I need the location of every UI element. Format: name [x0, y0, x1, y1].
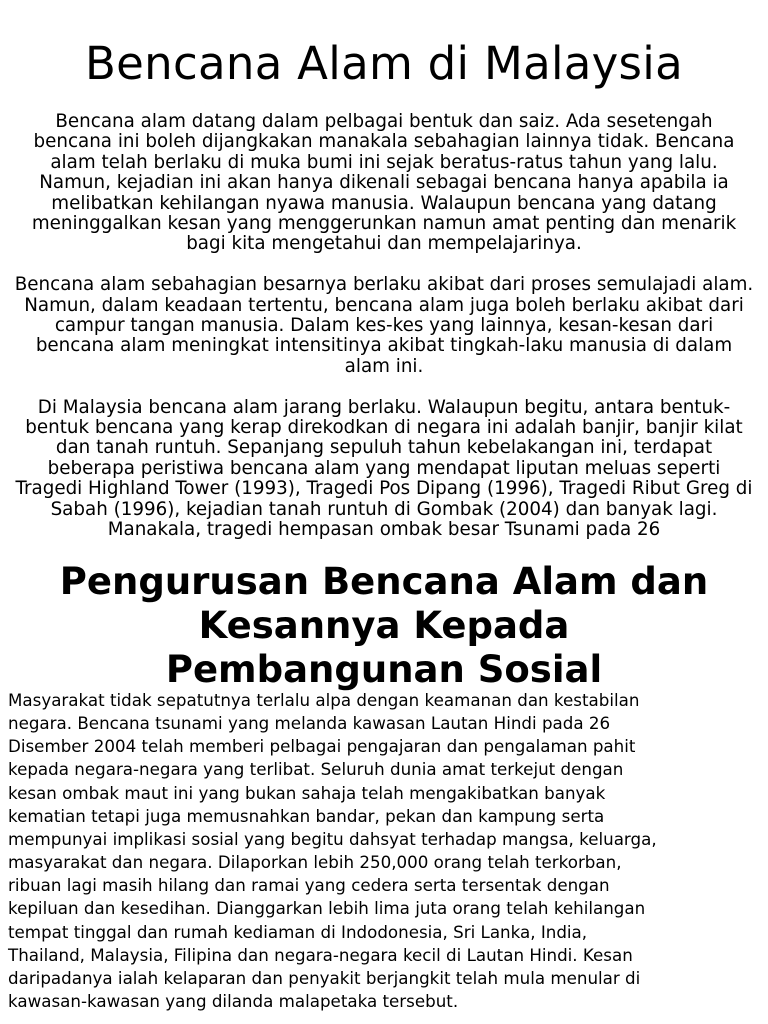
- body-line: tempat tinggal dan rumah kediaman di Indodonesia, Sri Lanka, India,: [8, 921, 588, 942]
- body-line: kesan ombak maut ini yang bukan sahaja telah mengakibatkan banyak: [8, 782, 606, 803]
- intro-section: [14, 112, 754, 578]
- body-line: kematian tetapi juga memusnahkan bandar, pekan dan kampung serta: [8, 805, 605, 826]
- body-line: Disember 2004 telah memberi pelbagai pengajaran dan pengalaman pahit: [8, 736, 636, 757]
- section-heading-line: Pengurusan Bencana Alam dan: [59, 560, 709, 603]
- section-heading-line: Kesannya Kepada: [198, 604, 570, 647]
- body-line: mempunyai implikasi sosial yang begitu dahsyat terhadap mangsa, keluarga,: [8, 828, 657, 849]
- body-line: negara. Bencana tsunami yang melanda kawasan Lautan Hindi pada 26: [8, 713, 611, 734]
- intro-paragraph: Di Malaysia bencana alam jarang berlaku. Walaupun begitu, antara bentuk-bentuk bencana yang kerap direkodkan di negara ini adalah banjir, banjir kilat dan tanah runtuh. Sepanjang sepuluh tahun kebelakangan ini, terdapat beberapa peristiwa bencana alam yang mendapat liputan meluas seperti Tragedi Highland Tower (1993), Tragedi Pos Dipang (1996), Tragedi Ribut Greg di Sabah (1996), kejadian tanah runtuh di Gombak (2004) dan banyak lagi. Manakala, tragedi hempasan ombak besar Tsunami pada 26: [15, 396, 753, 541]
- body-line: kepiluan dan kesedihan. Dianggarkan lebih lima juta orang telah kehilangan: [8, 898, 646, 919]
- body-line: daripadanya ialah kelaparan dan penyakit berjangkit telah mula menular di: [8, 967, 641, 988]
- body-paragraph: [8, 689, 764, 1013]
- body-line: kepada negara-negara yang terlibat. Seluruh dunia amat terkejut dengan: [8, 759, 624, 780]
- body-line: Thailand, Malaysia, Filipina dan negara-negara kecil di Lautan Hindi. Kesan: [8, 944, 633, 965]
- intro-paragraph: Bencana alam datang dalam pelbagai bentuk dan saiz. Ada sesetengah bencana ini boleh dijangkakan manakala sebahagian lainnya tidak. Bencana alam telah berlaku di muka bumi ini sejak beratus-ratus tahun yang lalu. Namun, kejadian ini akan hanya dikenali sebagai bencana hanya apabila ia melibatkan kehilangan nyawa manusia. Walaupun bencana yang datang meninggalkan kesan yang menggerunkan namun amat penting dan menarik bagi kita mengetahui dan mempelajarinya.: [31, 112, 737, 255]
- page-title: Bencana Alam di Malaysia: [84, 37, 683, 90]
- body-line: Masyarakat tidak sepatutnya terlalu alpa dengan keamanan dan kestabilan: [8, 690, 640, 710]
- intro-paragraph: Bencana alam sebahagian besarnya berlaku akibat dari proses semulajadi alam. Namun, dalam keadaan tertentu, bencana alam juga boleh berlaku akibat dari campur tangan manusia. Dalam kes-kes yang lainnya, kesan-kesan dari bencana alam meningkat intensitinya akibat tingkah-laku manusia di dalam alam ini.: [14, 274, 754, 377]
- body-line: masyarakat dan negara. Dilaporkan lebih 250,000 orang telah terkorban,: [8, 852, 622, 873]
- body-line: kawasan-kawasan yang dilanda malapetaka tersebut.: [8, 991, 459, 1012]
- section-heading: [0, 560, 768, 692]
- section-heading-line: Pembangunan Sosial: [165, 648, 603, 691]
- body-line: ribuan lagi masih hilang dan ramai yang cedera serta tersentak dengan: [8, 875, 610, 896]
